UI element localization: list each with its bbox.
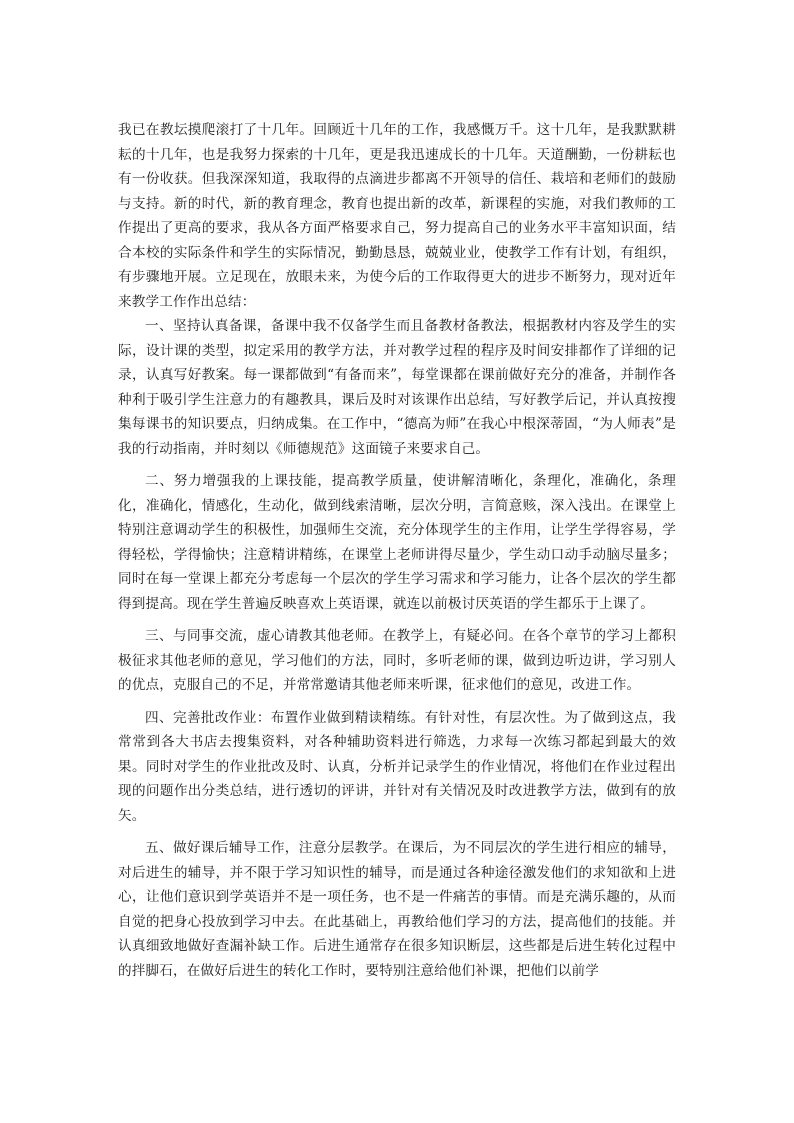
intro-paragraph: 我已在教坛摸爬滚打了十几年。回顾近十几年的工作，我感慨万千。这十几年，是我默默耕耘的十几年，也是我努力探索的十几年，更是我迅速成长的十几年。天道酬勤，一份耕耘也有一份收获。但我深深知道，我取得的点滴进步都离不开领导的信任、栽培和老师们的鼓励与支持。新的时代，新的教育理念，教育也提出新的改革，新课程的实施，对我们教师的工作提出了更高的要求，我从各方面严格要求自己，努力提高自己的业务水平丰富知识面，结合本校的实际条件和学生的实际情况，勤勤恳恳，兢兢业业，使教学工作有计划，有组织，有步骤地开展。立足现在，放眼未来，为使今后的工作取得更大的进步不断努力，现对近年来教学工作作出总结：	[118, 122, 676, 310]
section-three-paragraph: 三、与同事交流，虚心请教其他老师。在教学上，有疑必问。在各个章节的学习上都积极征求其他老师的意见，学习他们的方法，同时，多听老师的课，做到边听边讲，学习别人的优点，克服自己的不足，并常常邀请其他老师来听课，征求他们的意见，改进工作。	[118, 628, 676, 693]
section-two-paragraph: 二、努力增强我的上课技能，提高教学质量，使讲解清晰化，条理化，准确化，条理化，准确化，情感化，生动化，做到线索清晰，层次分明，言简意赅，深入浅出。在课堂上特别注意调动学生的积极性，加强师生交流，充分体现学生的主作用，让学生学得容易，学得轻松，学得愉快；注意精讲精练，在课堂上老师讲得尽量少，学生动口动手动脑尽量多；同时在每一堂课上都充分考虑每一个层次的学生学习需求和学习能力，让各个层次的学生都得到提高。现在学生普遍反映喜欢上英语课，就连以前极讨厌英语的学生都乐于上课了。	[118, 473, 676, 612]
section-four-paragraph: 四、完善批改作业：布置作业做到精读精练。有针对性，有层次性。为了做到这点，我常常到各大书店去搜集资料，对各种辅助资料进行筛选，力求每一次练习都起到最大的效果。同时对学生的作业批改及时、认真，分析并记录学生的作业情况，将他们在作业过程出现的问题作出分类总结，进行透切的评讲，并针对有关情况及时改进教学方法，做到有的放矢。	[118, 709, 676, 824]
section-one-paragraph: 一、坚持认真备课，备课中我不仅备学生而且备教材备教法，根据教材内容及学生的实际，设计课的类型，拟定采用的教学方法，并对教学过程的程序及时间安排都作了详细的记录，认真写好教案。每一课都做到“有备而来”，每堂课都在课前做好充分的准备，并制作各种利于吸引学生注意力的有趣教具，课后及时对该课作出总结，写好教学后记，并认真按搜集每课书的知识要点，归纳成集。在工作中，“德高为师”在我心中根深蒂固，“为人师表”是我的行动指南，并时刻以《师德规范》这面镜子来要求自己。	[118, 318, 676, 457]
section-five-paragraph: 五、做好课后辅导工作，注意分层教学。在课后，为不同层次的学生进行相应的辅导，对后进生的辅导，并不限于学习知识性的辅导，而是通过各种途径激发他们的求知欲和上进心，让他们意识到学英语并不是一项任务，也不是一件痛苦的事情。而是充满乐趣的，从而自觉的把身心投放到学习中去。在此基础上，再教给他们学习的方法，提高他们的技能。并认真细致地做好查漏补缺工作。后进生通常存在很多知识断层，这些都是后进生转化过程中的拌脚石，在做好后进生的转化工作时，要特别注意给他们补课，把他们以前学	[118, 840, 676, 979]
document-page	[118, 118, 676, 983]
